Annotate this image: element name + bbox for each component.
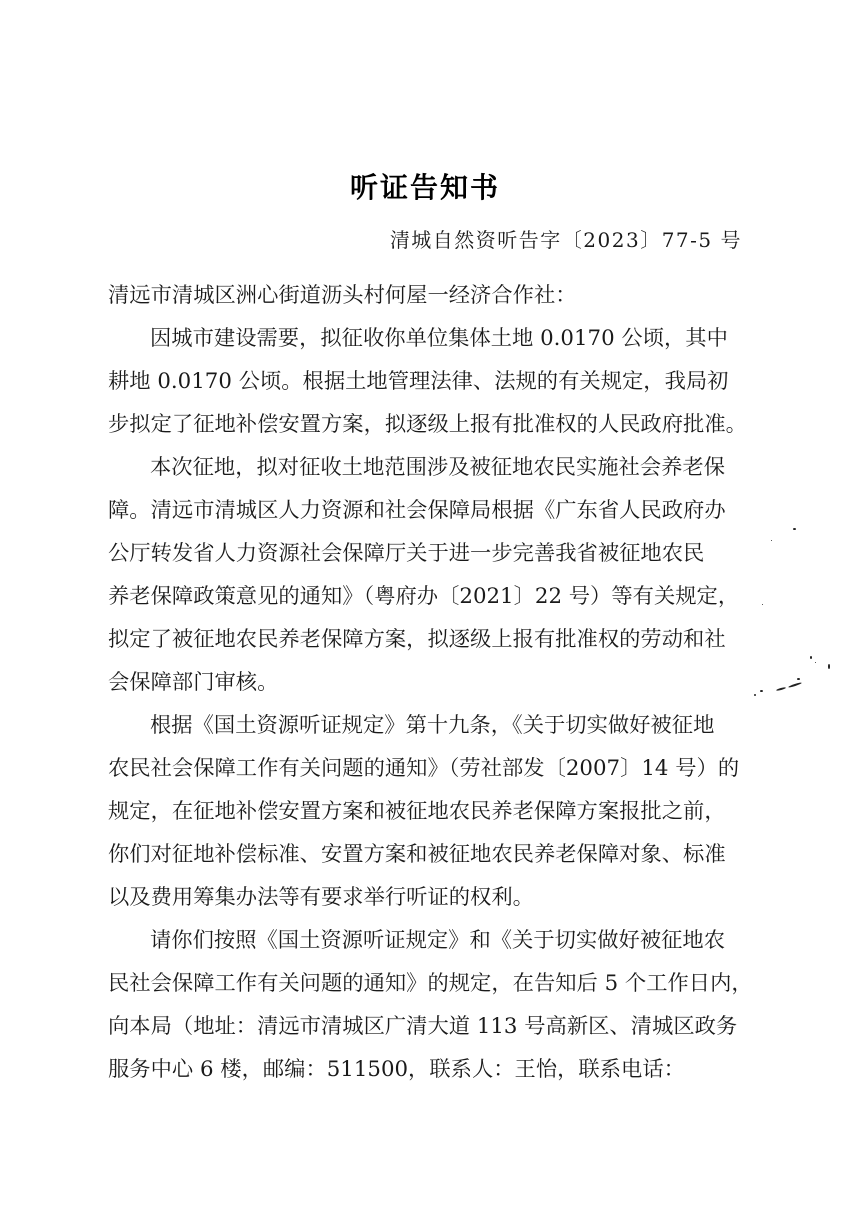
- paragraph-line: 因城市建设需要，拟征收你单位集体土地 0.0170 公顷，其中: [150, 326, 728, 351]
- paragraph-line: 服务中心 6 楼，邮编：511500，联系人：王怡，联系电话：: [108, 1057, 685, 1082]
- paragraph-line: 养老保障政策意见的通知》（粤府办〔2021〕22 号）等有关规定，: [108, 584, 740, 609]
- paragraph-line: 请你们按照《国土资源听证规定》和《关于切实做好被征地农: [150, 928, 726, 953]
- paragraph-line: 农民社会保障工作有关问题的通知》（劳社部发〔2007〕14 号）的: [108, 756, 740, 781]
- paragraph-3: [108, 711, 758, 926]
- paragraph-line: 民社会保障工作有关问题的通知》的规定，在告知后 5 个工作日内，: [108, 971, 753, 996]
- paragraph-line: 你们对征地补偿标准、安置方案和被征地农民养老保障对象、标准: [108, 842, 726, 867]
- paragraph-line: 障。清远市清城区人力资源和社会保障局根据《广东省人民政府办: [108, 498, 726, 523]
- paragraph-line: 拟定了被征地农民养老保障方案，拟逐级上报有批准权的劳动和社: [108, 627, 726, 652]
- document-title: 听证告知书: [349, 171, 500, 204]
- paragraph-line: 步拟定了征地补偿安置方案，拟逐级上报有批准权的人民政府批准。: [108, 412, 747, 437]
- paragraph-line: 会保障部门审核。: [108, 670, 279, 695]
- paragraph-line: 根据《国土资源听证规定》第十九条，《关于切实做好被征地: [150, 713, 715, 738]
- paragraph-1: [108, 324, 758, 453]
- paragraph-line: 耕地 0.0170 公顷。根据土地管理法律、法规的有关规定，我局初: [108, 369, 729, 394]
- paragraph-line: 公厅转发省人力资源社会保障厅关于进一步完善我省被征地农民: [108, 541, 705, 566]
- paragraph-2: [108, 453, 758, 711]
- document-body: [108, 281, 758, 1098]
- paragraph-line: 向本局（地址：清远市清城区广清大道 113 号高新区、清城区政务: [108, 1014, 738, 1039]
- paragraph-line: 本次征地，拟对征收土地范围涉及被征地农民实施社会养老保: [150, 455, 726, 480]
- paragraph-4: [108, 926, 758, 1098]
- document-number: 清城自然资听告字〔2023〕77-5 号: [389, 228, 742, 252]
- addressee: 清远市清城区洲心街道沥头村何屋一经济合作社：: [108, 283, 577, 308]
- paragraph-line: 规定，在征地补偿安置方案和被征地农民养老保障方案报批之前，: [108, 799, 726, 824]
- paragraph-line: 以及费用筹集办法等有要求举行听证的权利。: [108, 885, 534, 910]
